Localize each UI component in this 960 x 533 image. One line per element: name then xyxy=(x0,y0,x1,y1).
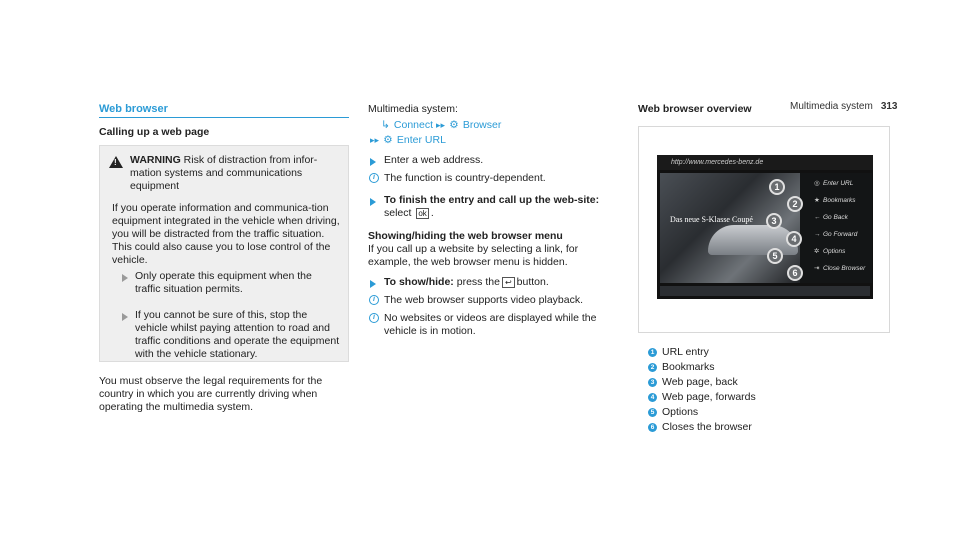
forward-arrow-icon: → xyxy=(814,231,821,238)
warning-bullet-2: If you cannot be sure of this, stop the vehicle whilst paying attention to road and traffic conditions and operate the equipment with the vehicle stationary. xyxy=(135,309,340,360)
star-icon: ★ xyxy=(814,197,820,204)
subsection-title: Calling up a web page xyxy=(99,126,210,138)
callout-3: 3 xyxy=(766,213,782,229)
menu-label: Close Browser xyxy=(823,265,866,272)
callout-4: 4 xyxy=(786,231,802,247)
callout-5: 5 xyxy=(767,248,783,264)
legend-text: URL entry xyxy=(662,346,709,358)
callout-1: 1 xyxy=(769,179,785,195)
legend-text: Options xyxy=(662,406,699,418)
info-country: The function is country-dependent. xyxy=(384,172,546,184)
step-arrow-icon xyxy=(370,198,376,206)
legend-text: Closes the browser xyxy=(662,421,752,433)
menu-label: Options xyxy=(823,248,846,255)
menu-label: Go Back xyxy=(823,214,848,221)
section-rule xyxy=(99,117,349,118)
menu-go-back xyxy=(814,212,872,224)
nav-arrow-icon: ↳ xyxy=(381,119,390,131)
ok-symbol-icon: ok xyxy=(418,209,427,218)
step-enter-address: Enter a web address. xyxy=(384,154,484,166)
ms-label: Multimedia system: xyxy=(368,103,458,115)
legend-text: Web page, back xyxy=(662,376,738,388)
globe-icon: ◎ xyxy=(814,180,820,187)
legend-item xyxy=(648,346,808,359)
legend-number: 3 xyxy=(648,378,657,387)
nav-path-1 xyxy=(380,119,501,132)
legend-item xyxy=(648,376,808,389)
step-finish-end: . xyxy=(430,207,434,219)
legend-number: 2 xyxy=(648,363,657,372)
thumbnail-strip xyxy=(660,286,870,296)
show-hide-heading: Showing/hiding the web browser menu xyxy=(368,230,563,242)
double-chevron-icon: ▸▸ xyxy=(370,135,380,145)
web-page-title: Das neue S-Klasse Coupé xyxy=(670,215,753,224)
menu-go-forward xyxy=(814,229,872,241)
legal-paragraph: You must observe the legal requirements for the country in which you are currently driving when operating the multimedia system. xyxy=(99,375,323,413)
warning-body: If you operate information and communica-tion equipment integrated in the vehicle when driving, you will be distracted from the traffic situation. This could also cause you to lose control of the vehicle. xyxy=(112,202,340,266)
back-arrow-icon: ← xyxy=(814,214,821,221)
nav-connect: Connect xyxy=(393,119,434,131)
legend-item xyxy=(648,391,808,404)
step-show-hide xyxy=(384,276,549,289)
menu-close-browser xyxy=(814,263,872,275)
gear-icon: ✲ xyxy=(814,248,820,255)
legend-number: 5 xyxy=(648,408,657,417)
car-image xyxy=(708,225,798,255)
nav-browser: Browser xyxy=(462,119,502,131)
header-section: Multimedia system xyxy=(790,101,873,112)
browser-menu xyxy=(800,173,872,283)
step-show-hide-bold: To show/hide: xyxy=(384,276,454,288)
info-icon: i xyxy=(369,173,379,183)
menu-enter-url xyxy=(814,178,872,190)
menu-label: Go Forward xyxy=(823,231,858,238)
info-motion: No websites or videos are displayed while the vehicle is in motion. xyxy=(384,312,597,337)
nav-path-2 xyxy=(370,134,446,147)
browser-screenshot-figure xyxy=(638,126,890,333)
overview-title: Web browser overview xyxy=(638,103,752,115)
warning-heading xyxy=(130,154,342,193)
legend-number: 6 xyxy=(648,423,657,432)
info-icon: i xyxy=(369,295,379,305)
menu-label: Enter URL xyxy=(823,180,854,187)
callout-2: 2 xyxy=(787,196,803,212)
warning-label: WARNING xyxy=(130,154,181,166)
warning-box xyxy=(99,145,349,362)
browser-screen xyxy=(657,155,873,299)
page-header xyxy=(790,100,898,113)
legend-text: Bookmarks xyxy=(662,361,715,373)
step-finish-entry xyxy=(384,194,609,220)
warning-head-text: Risk of distraction from infor-mation systems and communications equipment xyxy=(130,154,318,192)
step-arrow-icon xyxy=(370,158,376,166)
url-bar: http://www.mercedes-benz.de xyxy=(657,155,873,170)
warning-bullet-1: Only operate this equipment when the traffic situation permits. xyxy=(135,270,312,295)
warning-triangle-icon xyxy=(109,156,123,168)
page-number: 313 xyxy=(880,101,898,112)
nav-enter-url: Enter URL xyxy=(396,134,446,146)
menu-label: Bookmarks xyxy=(823,197,856,204)
step-finish-rest: select xyxy=(384,207,412,219)
browser-icon: ⚙ xyxy=(449,119,459,131)
menu-options xyxy=(814,246,872,258)
legend-number: 1 xyxy=(648,348,657,357)
exit-icon: ⇥ xyxy=(814,265,820,272)
back-button-symbol-icon: ↩ xyxy=(502,277,515,288)
show-hide-paragraph: If you call up a website by selecting a link, for example, the web browser menu is hidden. xyxy=(368,243,579,268)
info-icon: i xyxy=(369,313,379,323)
double-chevron-icon: ▸▸ xyxy=(435,120,445,130)
legend-item xyxy=(648,361,808,374)
step-show-hide-end: button. xyxy=(516,276,549,288)
step-finish-bold: To finish the entry and call up the web-site: xyxy=(384,194,600,206)
menu-bookmarks xyxy=(814,195,872,207)
legend-text: Web page, forwards xyxy=(662,391,756,403)
legend-item xyxy=(648,421,808,434)
browser-icon: ⚙ xyxy=(383,134,393,146)
legend-item xyxy=(648,406,808,419)
legend-number: 4 xyxy=(648,393,657,402)
bullet-arrow-icon xyxy=(122,313,128,321)
step-show-hide-rest: press the xyxy=(456,276,500,288)
step-arrow-icon xyxy=(370,280,376,288)
info-video: The web browser supports video playback. xyxy=(384,294,584,306)
section-title: Web browser xyxy=(99,103,168,115)
callout-6: 6 xyxy=(787,265,803,281)
bullet-arrow-icon xyxy=(122,274,128,282)
